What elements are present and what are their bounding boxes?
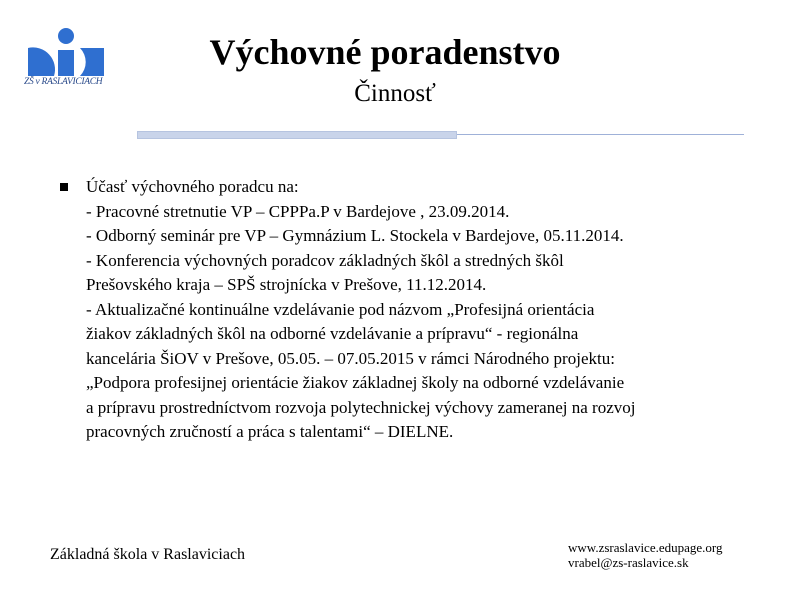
square-bullet-icon	[60, 183, 68, 191]
content-line: a prípravu prostredníctvom rozvoja polytechnickej výchovy zameranej na rozvoj	[86, 397, 636, 417]
content-line: „Podpora profesijnej orientácie žiakov základnej školy na odborné vzdelávanie	[86, 373, 625, 392]
page-subtitle: Činnosť	[354, 80, 436, 107]
page-title: Výchovné poradenstvo	[209, 32, 561, 72]
logo-graphic	[24, 26, 108, 78]
content-line: kancelária ŠiOV v Prešove, 05.05. – 07.05.2015 v rámci Národného projektu:	[86, 348, 615, 368]
bullet-heading: Účasť výchovného poradcu na:	[86, 177, 299, 196]
footer-contact	[568, 540, 723, 570]
content-line: - Aktualizačné kontinuálne vzdelávanie pod názvom „Profesijná orientácia	[86, 299, 595, 319]
content-line: - Konferencia výchovných poradcov základných škôl a stredných škôl	[86, 250, 564, 270]
content-line: pracovných zručností a práca s talentami“ – DIELNE.	[86, 422, 454, 441]
content-body	[60, 175, 760, 445]
content-line: žiakov základných škôl na odborné vzdelávanie a prípravu“ - regionálna	[86, 324, 579, 343]
header-divider-bar	[137, 131, 457, 139]
footer-website[interactable]: www.zsraslavice.edupage.org	[568, 540, 723, 555]
bullet-item	[60, 175, 760, 200]
footer-email[interactable]: vrabel@zs-raslavice.sk	[568, 555, 689, 570]
school-logo	[24, 26, 108, 90]
content-line: Prešovského kraja – SPŠ strojnícka v Prešove, 11.12.2014.	[86, 275, 487, 294]
content-line: - Pracovné stretnutie VP – CPPPa.P v Bardejove , 23.09.2014.	[86, 201, 510, 221]
footer-school-name: Základná škola v Raslaviciach	[50, 546, 246, 563]
logo-text: ZŠ v RASLAVICIACH	[24, 77, 103, 87]
content-line: - Odborný seminár pre VP – Gymnázium L. Stockela v Bardejove, 05.11.2014.	[86, 226, 624, 245]
